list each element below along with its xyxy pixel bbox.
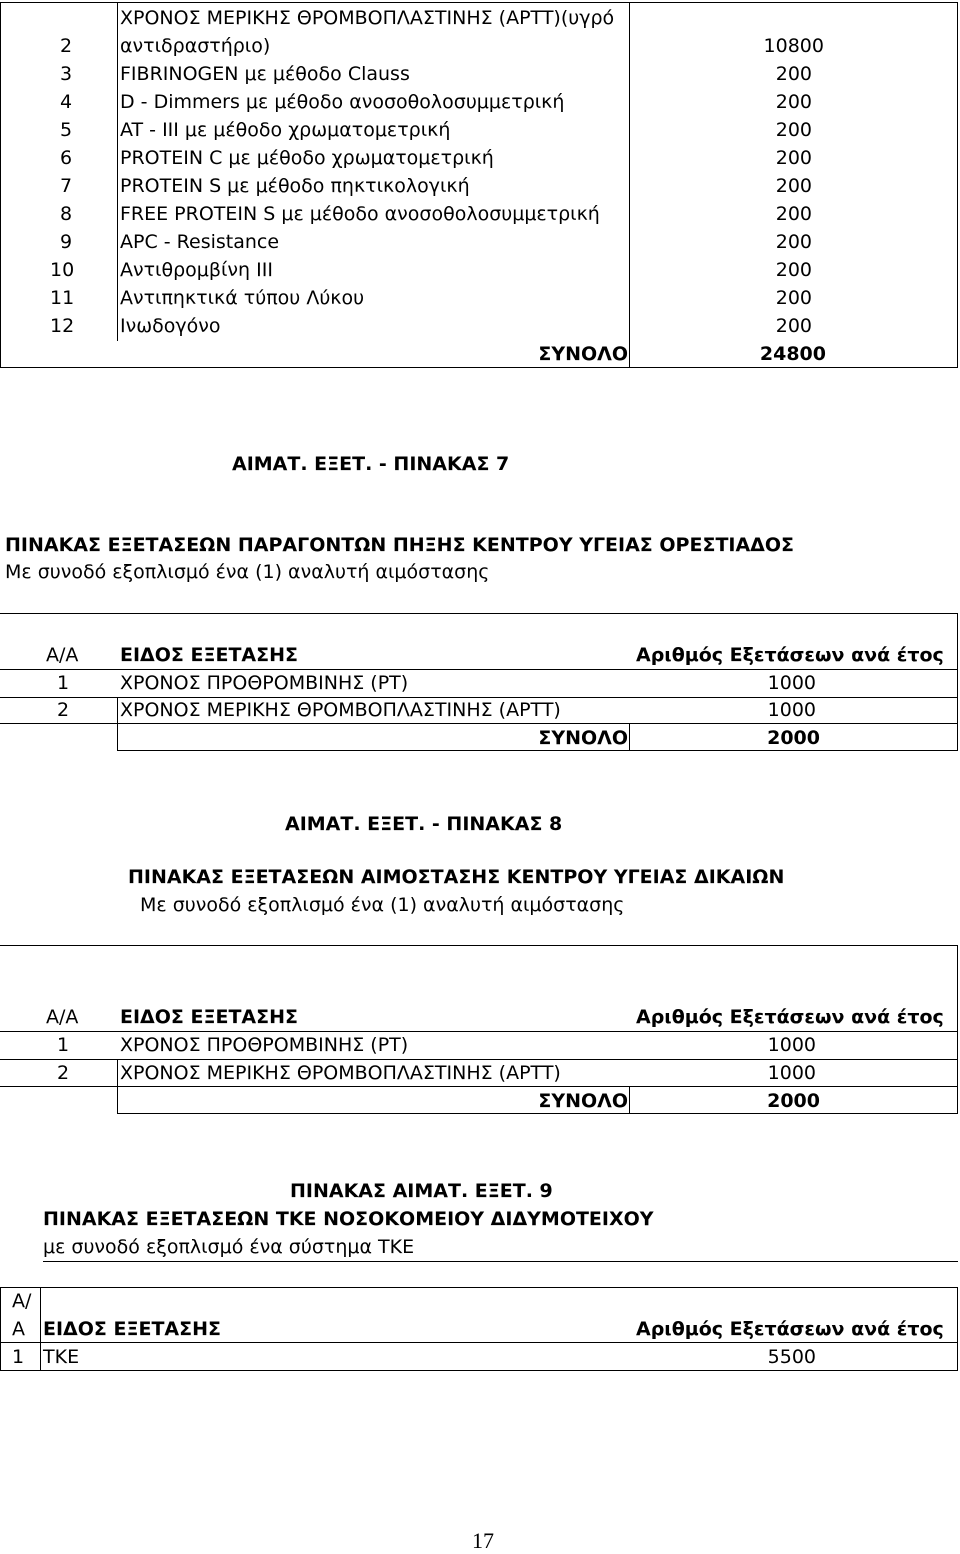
row-number: 2 — [57, 1062, 70, 1084]
row-number: 3 — [60, 63, 73, 85]
total-value: 2000 — [767, 727, 820, 749]
exam-name: αντιδραστήριο) — [120, 35, 271, 57]
row-number: 1 — [12, 1346, 25, 1368]
row-number: 2 — [60, 35, 73, 57]
row-number: 4 — [60, 91, 73, 113]
exam-name: ΤΚΕ — [43, 1346, 80, 1368]
column-header-count: Αριθμός Εξετάσεων ανά έτος — [636, 644, 944, 666]
exam-count: 200 — [775, 231, 812, 253]
row-number: 8 — [60, 203, 73, 225]
column-header-number: Α/Α — [46, 1006, 79, 1028]
total-label: ΣΥΝΟΛΟ — [538, 1090, 628, 1112]
exam-name: Αντιθρομβίνη ΙΙΙ — [120, 259, 273, 281]
section-subtitle: Με συνοδό εξοπλισμό ένα (1) αναλυτή αιμόστασης — [5, 561, 490, 583]
row-number: 11 — [50, 287, 75, 309]
exam-name: ΧΡΟΝΟΣ ΜΕΡΙΚΗΣ ΘΡΟΜΒΟΠΛΑΣΤΙΝΗΣ (APTT)(υγρό — [120, 7, 615, 29]
column-header-number: Α/Α — [46, 644, 79, 666]
total-label: ΣΥΝΟΛΟ — [538, 343, 628, 365]
total-value: 2000 — [767, 1090, 820, 1112]
exam-name: Ινωδογόνο — [120, 315, 221, 337]
column-header-count: Αριθμός Εξετάσεων ανά έτος — [636, 1006, 944, 1028]
exam-count: 200 — [775, 259, 812, 281]
section-title: ΠΙΝΑΚΑΣ ΕΞΕΤΑΣΕΩΝ ΤΚΕ ΝΟΣΟΚΟΜΕΙΟΥ ΔΙΔΥΜΟΤΕΙΧΟΥ — [43, 1208, 654, 1230]
exam-name: PROTEIN S με μέθοδο πηκτικολογική — [120, 175, 470, 197]
exam-count: 200 — [775, 119, 812, 141]
row-number: 12 — [50, 315, 75, 337]
row-number: 7 — [60, 175, 73, 197]
exam-count: 200 — [775, 63, 812, 85]
exam-name: ΧΡΟΝΟΣ ΠΡΟΘΡΟΜΒΙΝΗΣ (PT) — [120, 1034, 409, 1056]
section-subtitle: με συνοδό εξοπλισμό ένα σύστημα ΤΚΕ — [43, 1236, 415, 1258]
section-subtitle: Με συνοδό εξοπλισμό ένα (1) αναλυτή αιμόστασης — [140, 894, 625, 916]
exam-name: D - Dimmers με μέθοδο ανοσοθολοσυμμετρική — [120, 91, 565, 113]
row-number: 10 — [50, 259, 75, 281]
exam-count: 200 — [775, 91, 812, 113]
exam-name: PROTEIN C με μέθοδο χρωματομετρική — [120, 147, 494, 169]
exam-count: 200 — [775, 147, 812, 169]
row-number: 9 — [60, 231, 73, 253]
exam-count: 200 — [775, 175, 812, 197]
exam-name: AT - III με μέθοδο χρωματομετρική — [120, 119, 451, 141]
exam-name: Αντιπηκτικά τύπου Λύκου — [120, 287, 365, 309]
exam-name: FREE PROTEIN S με μέθοδο ανοσοθολοσυμμετρική — [120, 203, 600, 225]
row-number: 1 — [57, 672, 70, 694]
exam-count: 1000 — [767, 672, 816, 694]
section-title: ΠΙΝΑΚΑΣ ΕΞΕΤΑΣΕΩΝ ΠΑΡΑΓΟΝΤΩΝ ΠΗΞΗΣ ΚΕΝΤΡΟΥ ΥΓΕΙΑΣ ΟΡΕΣΤΙΑΔΟΣ — [5, 534, 795, 556]
section-heading: ΑΙΜΑΤ. ΕΞΕΤ. - ΠΙΝΑΚΑΣ 7 — [232, 453, 510, 475]
section-heading: ΠΙΝΑΚΑΣ ΑΙΜΑΤ. ΕΞΕΤ. 9 — [290, 1180, 553, 1202]
column-header-exam: ΕΙΔΟΣ ΕΞΕΤΑΣΗΣ — [120, 644, 298, 666]
exam-count: 200 — [775, 287, 812, 309]
total-value: 24800 — [759, 343, 826, 365]
exam-name: ΧΡΟΝΟΣ ΜΕΡΙΚΗΣ ΘΡΟΜΒΟΠΛΑΣΤΙΝΗΣ (APTT) — [120, 1062, 561, 1084]
column-header-exam: ΕΙΔΟΣ ΕΞΕΤΑΣΗΣ — [120, 1006, 298, 1028]
exam-count: 200 — [775, 315, 812, 337]
column-header-number: Α — [12, 1318, 25, 1340]
section-title: ΠΙΝΑΚΑΣ ΕΞΕΤΑΣΕΩΝ ΑΙΜΟΣΤΑΣΗΣ ΚΕΝΤΡΟΥ ΥΓΕΙΑΣ ΔΙΚΑΙΩΝ — [128, 866, 785, 888]
exam-count: 1000 — [767, 699, 816, 721]
exam-name: ΧΡΟΝΟΣ ΠΡΟΘΡΟΜΒΙΝΗΣ (PT) — [120, 672, 409, 694]
total-label: ΣΥΝΟΛΟ — [538, 727, 628, 749]
exam-count: 5500 — [767, 1346, 816, 1368]
exam-count: 10800 — [763, 35, 824, 57]
row-number: 5 — [60, 119, 73, 141]
exam-count: 1000 — [767, 1062, 816, 1084]
row-number: 1 — [57, 1034, 70, 1056]
exam-count: 200 — [775, 203, 812, 225]
exam-count: 1000 — [767, 1034, 816, 1056]
column-header-count: Αριθμός Εξετάσεων ανά έτος — [636, 1318, 944, 1340]
row-number: 2 — [57, 699, 70, 721]
column-header-number: Α/ — [12, 1290, 32, 1312]
row-number: 6 — [60, 147, 73, 169]
exam-name: FIBRINOGEN με μέθοδο Clauss — [120, 63, 410, 85]
exam-name: ΧΡΟΝΟΣ ΜΕΡΙΚΗΣ ΘΡΟΜΒΟΠΛΑΣΤΙΝΗΣ (APTT) — [120, 699, 561, 721]
page-number: 17 — [472, 1528, 494, 1553]
column-header-exam: ΕΙΔΟΣ ΕΞΕΤΑΣΗΣ — [43, 1318, 221, 1340]
exam-name: APC - Resistance — [120, 231, 280, 253]
section-heading: ΑΙΜΑΤ. ΕΞΕΤ. - ΠΙΝΑΚΑΣ 8 — [285, 813, 563, 835]
